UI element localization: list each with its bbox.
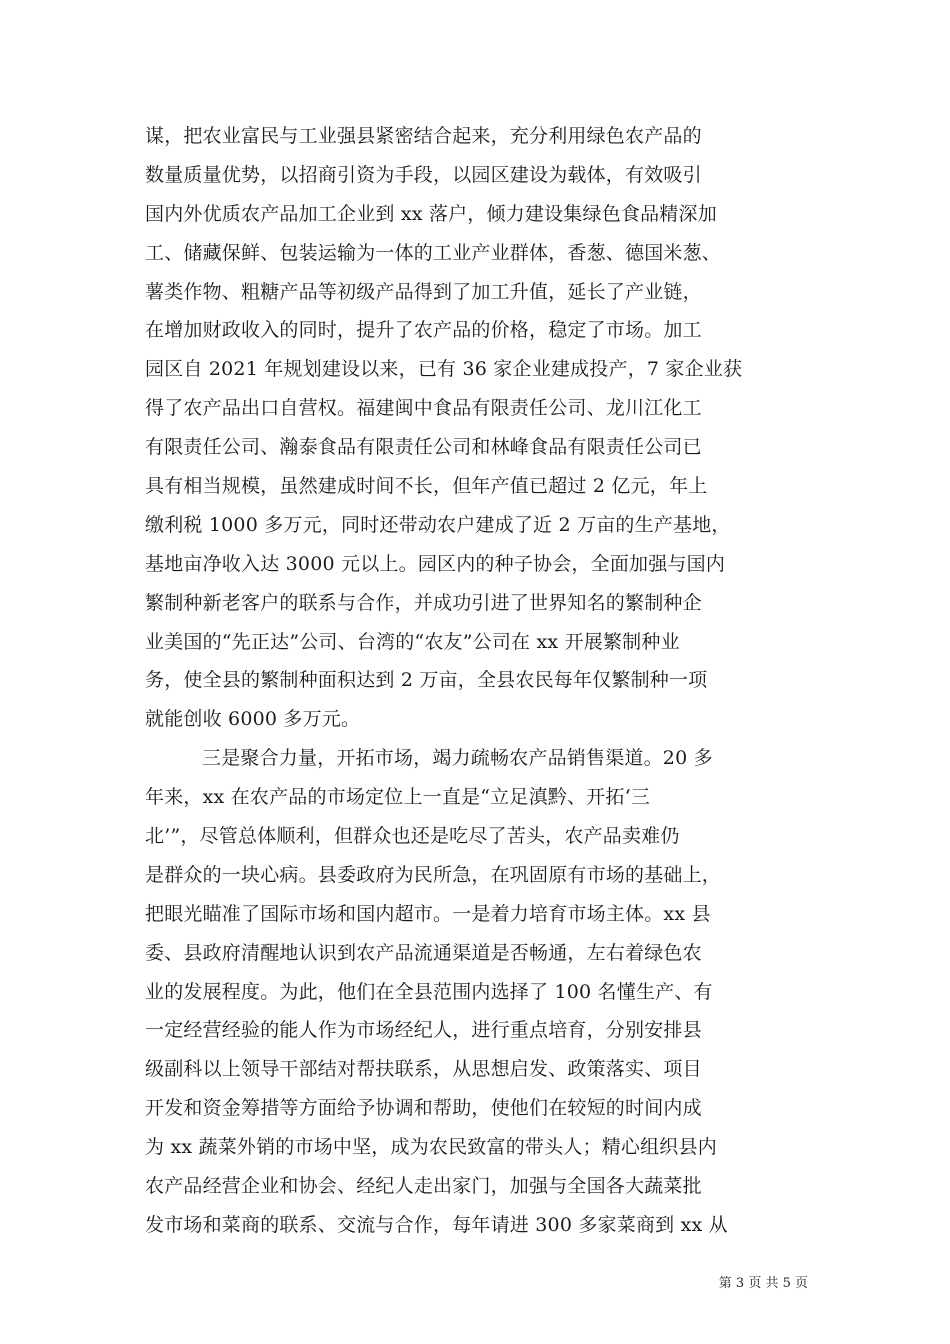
text-line: 委、县政府清醒地认识到农产品流通渠道是否畅通，左右着绿色农 xyxy=(145,941,702,964)
text-line: 具有相当规模，虽然建成时间不长，但年产值已超过 2 亿元，年上 xyxy=(145,475,708,498)
text-line: 缴利税 1000 多万元，同时还带动农户建成了近 2 万亩的生产基地， xyxy=(145,513,731,536)
text-line: 谋，把农业富民与工业强县紧密结合起来，充分利用绿色农产品的 xyxy=(145,125,702,147)
text-line: 园区自 2021 年规划建设以来，已有 36 家企业建成投产，7 家企业获 xyxy=(145,358,743,381)
text-line: 农产品经营企业和协会、经纪人走出家门，加强与全国各大蔬菜批 xyxy=(145,1175,702,1198)
text-line: 是群众的一块心病。县委政府为民所急，在巩固原有市场的基础上， xyxy=(145,863,722,886)
text-line: 有限责任公司、瀚泰食品有限责任公司和林峰食品有限责任公司已 xyxy=(145,436,702,459)
text-line: 在增加财政收入的同时，提升了农产品的价格，稳定了市场。加工 xyxy=(145,319,702,342)
body-text xyxy=(145,117,835,1245)
text-line: 开发和资金筹措等方面给予协调和帮助，使他们在较短的时间内成 xyxy=(145,1097,702,1120)
text-line: 级副科以上领导干部结对帮扶联系，从思想启发、政策落实、项目 xyxy=(145,1058,702,1081)
text-line: 数量质量优势，以招商引资为手段，以园区建设为载体，有效吸引 xyxy=(145,163,702,186)
page-number: 第 3 页 共 5 页 xyxy=(718,1276,808,1291)
text-line: 发市场和菜商的联系、交流与合作，每年请进 300 多家菜商到 xx 从 xyxy=(145,1213,728,1236)
text-line: 为 xx 蔬菜外销的市场中坚，成为农民致富的带头人；精心组织县内 xyxy=(145,1136,717,1159)
text-line: 基地亩净收入达 3000 元以上。园区内的种子协会，全面加强与国内 xyxy=(145,552,726,575)
text-line: 一定经营经验的能人作为市场经纪人，进行重点培育，分别安排县 xyxy=(145,1019,702,1042)
text-line: 就能创收 6000 多万元。 xyxy=(145,708,361,731)
text-line: 繁制种新老客户的联系与合作，并成功引进了世界知名的繁制种企 xyxy=(145,591,702,614)
text-line: 年来，xx 在农产品的市场定位上一直是“立足滇黔、开拓‘三 xyxy=(145,786,651,809)
text-line: 得了农产品出口自营权。福建闽中食品有限责任公司、龙川江化工 xyxy=(145,397,702,420)
text-line: 北’”，尽管总体顺利，但群众也还是吃尽了苦头，农产品卖难仍 xyxy=(145,825,680,848)
text-line: 务，使全县的繁制种面积达到 2 万亩，全县农民每年仅繁制种一项 xyxy=(145,669,708,692)
text-line: 薯类作物、粗糖产品等初级产品得到了加工升值，延长了产业链， xyxy=(145,280,702,303)
text-line: 把眼光瞄准了国际市场和国内超市。一是着力培育市场主体。xx 县 xyxy=(145,902,711,925)
text-line: 业美国的“先正达”公司、台湾的“农友”公司在 xx 开展繁制种业 xyxy=(145,630,680,653)
text-line: 工、储藏保鲜、包装运输为一体的工业产业群体，香葱、德国米葱、 xyxy=(145,241,722,264)
paragraph-start-line: 三是聚合力量，开拓市场，竭力疏畅农产品销售渠道。20 多 xyxy=(202,747,713,770)
text-line: 业的发展程度。为此，他们在全县范围内选择了 100 名懂生产、有 xyxy=(145,980,713,1003)
text-line: 国内外优质农产品加工企业到 xx 落户，倾力建设集绿色食品精深加 xyxy=(145,202,717,225)
